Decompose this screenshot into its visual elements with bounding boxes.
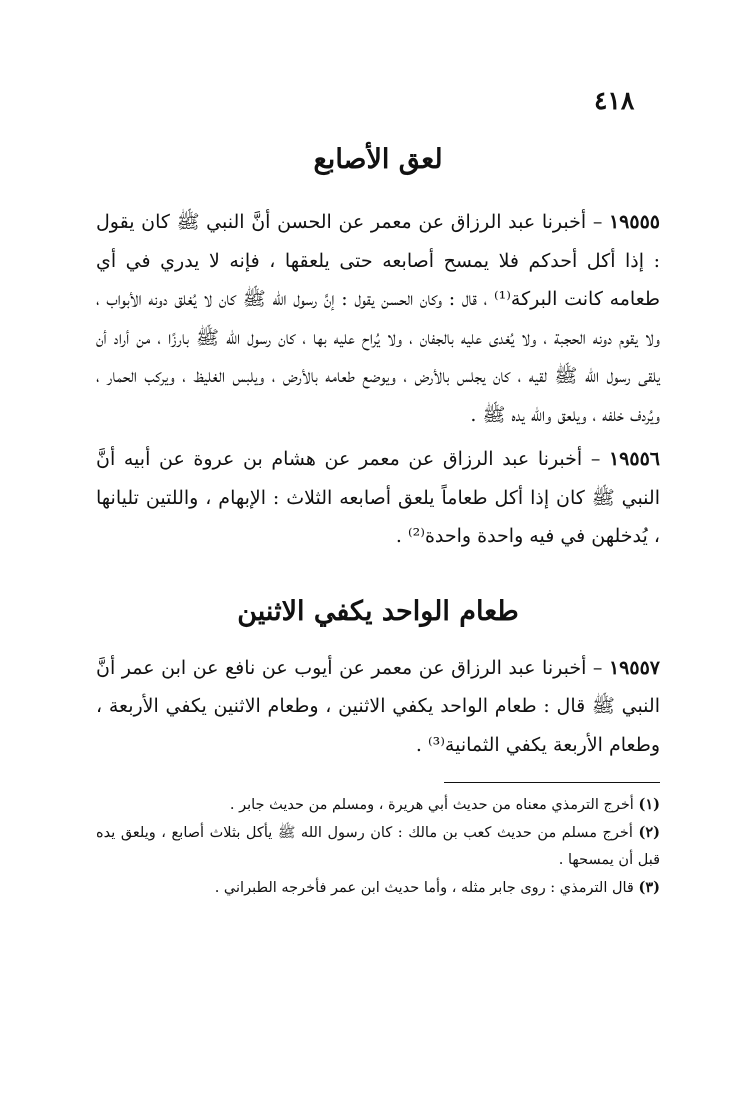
hadith-text: – أخبرنا عبد الرزاق عن معمر عن أيوب عن نافع عن ابن عمر أنَّ النبي ﷺ قال : طعام الواحد يكفي الاثنين ، وطعام الاثنين يكفي الأربعة ، وطعام الأربعة يكفي الثمانية⁽³⁾ . — [96, 656, 660, 756]
page-number: ٤١٨ — [594, 86, 635, 115]
hadith-paragraph — [96, 649, 660, 765]
hadith-paragraph — [96, 440, 660, 556]
footnote-text: قال الترمذي : روى جابر مثله ، وأما حديث ابن عمر فأخرجه الطبراني . — [214, 880, 634, 896]
hadith-number: ١٩٥٥٧ — [608, 656, 660, 679]
footnote-number: (٣) — [638, 879, 660, 896]
hadith-text: – أخبرنا عبد الرزاق عن معمر عن الحسن أنَّ النبي ﷺ كان يقول : إذا أكل أحدكم فلا يمسح أصابعه حتى يلعقها ، فإنه لا يدري في أي طعامه كانت البركة⁽¹⁾ ، قال : وكان الحسن يقول : إنَّ رسول الله ﷺ كان لا يُغلق دونه الأبواب ، ولا يقوم دونه الحجبة ، ولا يُغدى عليه بالجفان ، ولا يُراح عليه بها ، كان رسول الله ﷺ بارزًا ، من أراد أن يلقى رسول الله ﷺ لقيه ، كان يجلس بالأرض ، ويوضع طعامه بالأرض ، ويلبس الغليظ ، ويركب الحمار ، ويُردف خلفه ، ويلعق والله يده ﷺ . — [96, 211, 661, 426]
section-title-licking-fingers: لعق الأصابع — [313, 144, 443, 175]
section-title-food-of-one: طعام الواحد يكفي الاثنين — [237, 595, 519, 627]
hadith-text: – أخبرنا عبد الرزاق عن معمر عن هشام بن عروة عن أبيه أنَّ النبي ﷺ كان إذا أكل طعاماً يلعق أصابعه الثلاث : الإبهام ، واللتين تليانها ، يُدخلهن في فيه واحدة واحدة⁽²⁾ . — [96, 448, 660, 547]
footnote-number: (١) — [638, 796, 660, 813]
footnote-text: أخرج الترمذي معناه من حديث أبي هريرة ، ومسلم من حديث جابر . — [229, 797, 634, 813]
hadith-number: ١٩٥٥٦ — [608, 448, 660, 470]
footnote-divider — [444, 782, 660, 783]
hadith-paragraph — [96, 203, 660, 434]
footnote-text: أخرج مسلم من حديث كعب بن مالك : كان رسول الله ﷺ يأكل بثلاث أصابع ، ويلعق يده قبل أن يمسحها . — [96, 825, 660, 868]
footnote — [96, 791, 660, 819]
footnote — [96, 874, 660, 902]
footnote — [96, 819, 660, 874]
hadith-number: ١٩٥٥٥ — [608, 211, 660, 233]
footnote-number: (٢) — [638, 824, 661, 841]
page-content — [96, 144, 660, 902]
